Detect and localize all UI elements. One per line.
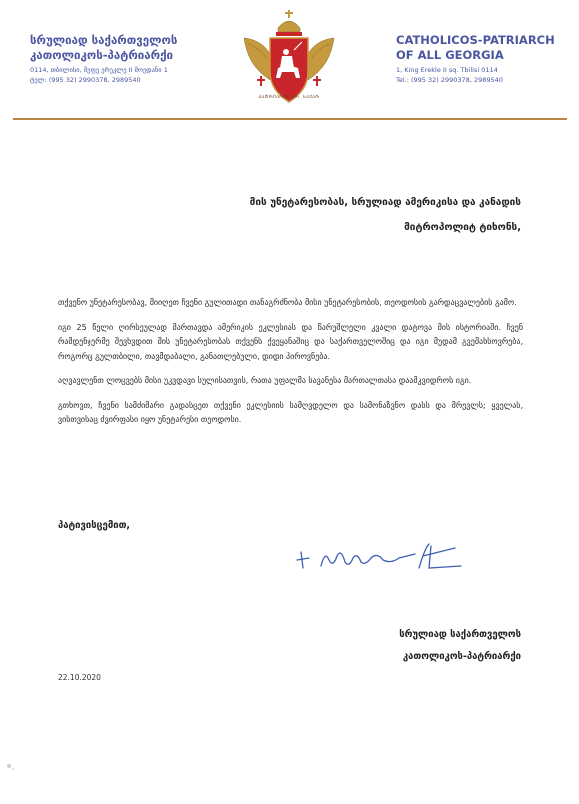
signatory-block	[399, 624, 521, 668]
signatory-line2: კათოლიკოს-პატრიარქი	[402, 651, 521, 662]
emblem-inscription: ᲞᲐᲢᲠᲘᲐᲠᲥᲘ ᲡᲠ. ᲡᲐᲥᲐᲠ	[258, 95, 320, 100]
body-paragraph-3: აღვავლენთ ლოცვებს მისი უკვდავი სულისათვის, რათა უფალმა სავანესა მართალთასა დაამკვიდროს იგი.	[58, 376, 472, 385]
letterhead-right	[396, 33, 566, 85]
letter-body	[58, 296, 523, 438]
letterhead-title-ka-line1: სრულიად საქართველოს	[30, 33, 178, 47]
body-paragraph-2: იგი 25 წელი ღირსეულად მართავდა ამერიკის ეკლესიას და წარუშლელი კვალი დატოვა მის ისტორიაში. ჩვენ რამდენჯერმე შევხვდით მის უნეტარესობას თქვენს ქვეყანაშიც და საქართველოშიც და იგი მუდამ გვემახსოვრება, როგორც გულთბილი, თავმდაბალი, განათლებული, დიდი პიროვნება.	[58, 322, 523, 361]
recipient-block	[250, 190, 521, 240]
letterhead-address-ka: 0114, თბილისი, მეფე ერეკლე II მოედანი 1	[30, 66, 168, 74]
emblem-crown	[276, 10, 302, 36]
letter-date: 22.10.2020	[58, 673, 101, 682]
letterhead-title-en-line2: OF ALL GEORGIA	[396, 48, 504, 62]
body-paragraph-1: თქვენო უნეტარესობავ, მიიღეთ ჩვენი გულითადი თანაგრძნობა მისი უნეტარესობის, თეოდოსის გარდაცვალების გამო.	[58, 298, 517, 307]
signatory-line1: სრულიად საქართველოს	[399, 629, 521, 640]
letterhead-left	[30, 33, 230, 85]
letterhead-title-ka-line2: კათოლიკოს-პატრიარქი	[30, 48, 174, 62]
letterhead-phone-en: Tel.: (995 32) 2990378, 2989540	[396, 76, 503, 84]
body-paragraph-4: გთხოვთ, ჩვენი სამძიმარი გადასცეთ თქვენი ეკლესიის სამღვდელო და სამონაზვნო დასს და მრევლს; ყველას, ვისთვისაც ძვირფასი იყო უნეტარესი თეოდოსი.	[58, 400, 523, 424]
recipient-line2: მიტროპოლიტ ტიხონს,	[404, 222, 521, 233]
recipient-line1: მის უნეტარესობას, სრულიად ამერიკისა და კანადის	[249, 197, 521, 208]
letterhead-title-en-line1: CATHOLICOS-PATRIARCH	[396, 33, 555, 47]
letterhead-address-en: 1, King Erekle II sq. Tbilisi 0114	[396, 66, 498, 74]
handwritten-signature	[295, 538, 465, 578]
letterhead-divider	[13, 118, 567, 120]
closing-salutation: პატივისცემით,	[58, 520, 131, 531]
letterhead-phone-ka: ტელ: (995 32) 2990378, 2989540	[30, 76, 141, 84]
